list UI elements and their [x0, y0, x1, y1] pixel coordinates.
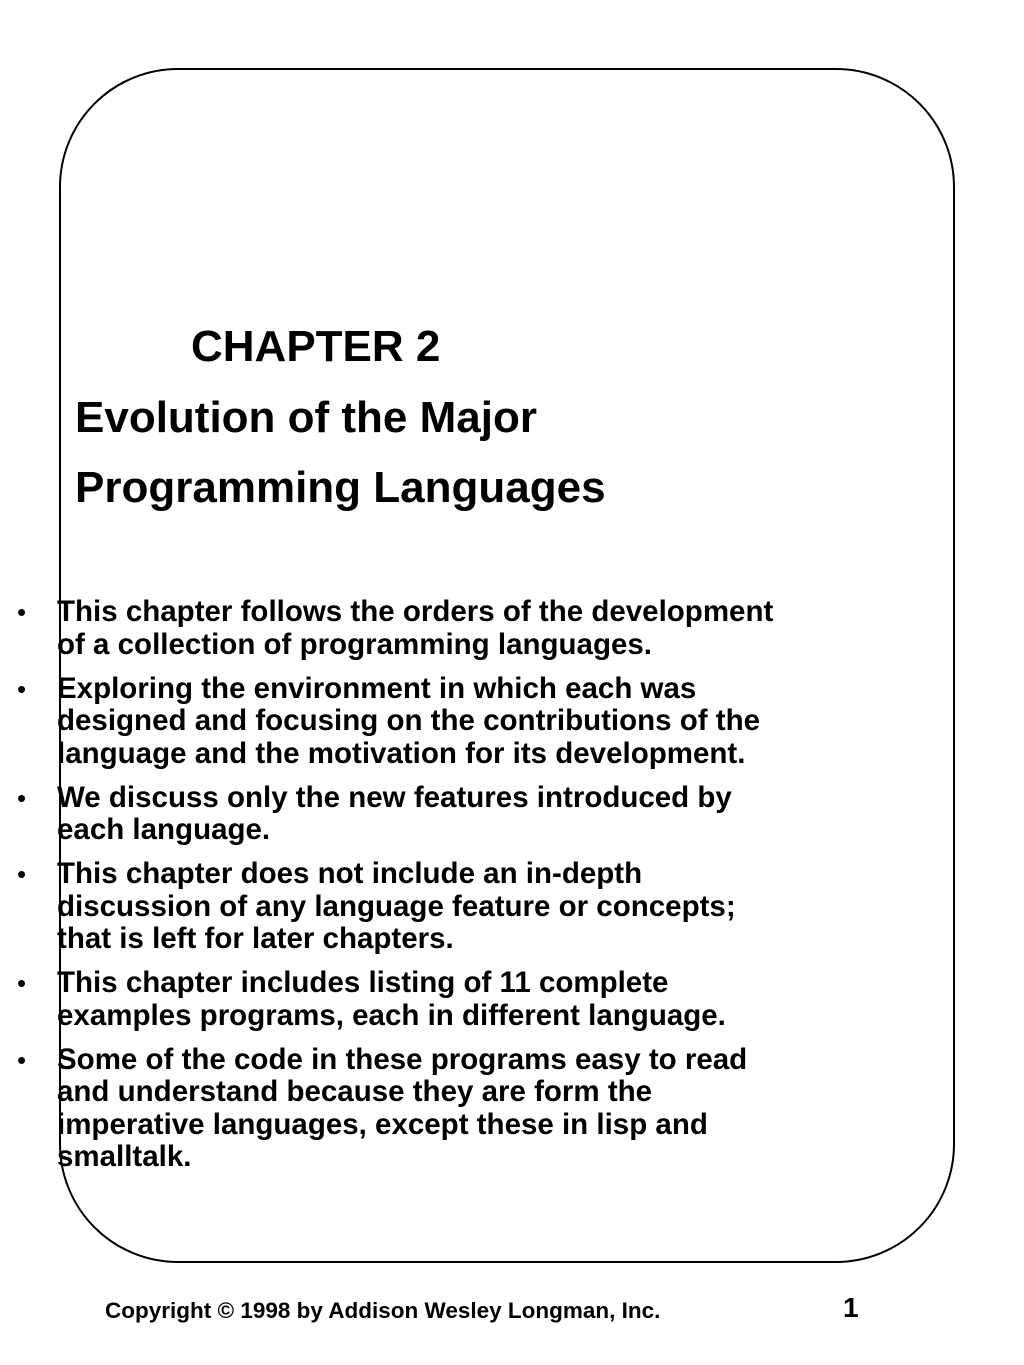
bullet-line: This chapter includes listing of 11 complete [57, 966, 669, 999]
chapter-label: CHAPTER 2 [191, 322, 441, 371]
page-number: 1 [843, 1292, 859, 1323]
bullet-line: imperative languages, except these in lisp and [57, 1107, 708, 1141]
bullet-item [0, 596, 897, 661]
bullet-line: that is left for later chapters. [57, 922, 454, 955]
bullet-dot: • [17, 968, 27, 998]
bullet-list [0, 596, 1024, 1185]
bullet-line: Some of the code in these programs easy to read [57, 1042, 748, 1076]
bullet-dot: • [17, 782, 27, 813]
bullet-dot: • [17, 1044, 27, 1075]
bullet-line: of a collection of programming languages. [57, 627, 652, 661]
bullet-item [0, 967, 897, 1032]
bullet-line: This chapter does not include an in-depth [57, 857, 643, 890]
bullet-line: This chapter follows the orders of the development [57, 595, 774, 628]
bullet-line: and understand because they are form the [57, 1075, 653, 1108]
bullet-line: language and the motivation for its development. [57, 736, 746, 770]
bullet-dot: • [17, 859, 27, 889]
bullet-item [0, 1044, 897, 1174]
bullet-dot: • [17, 597, 27, 627]
bullet-line: examples programs, each in different language. [57, 998, 726, 1032]
bullet-item [0, 782, 897, 847]
footer-copyright: Copyright © 1998 by Addison Wesley Longman, Inc. [105, 1298, 661, 1323]
bullet-line: discussion of any language feature or concepts; [57, 889, 736, 923]
bullet-item [0, 673, 897, 771]
bullet-line: Exploring the environment in which each was [57, 671, 697, 705]
bullet-dot: • [17, 673, 27, 704]
bullet-item [0, 858, 897, 956]
bullet-line: each language. [57, 813, 271, 846]
slide-title-line-1: Evolution of the Major [75, 393, 537, 442]
slide-title-line-2: Programming Languages [75, 463, 606, 512]
bullet-line: smalltalk. [57, 1140, 192, 1173]
bullet-line: We discuss only the new features introduced by [57, 780, 732, 814]
bullet-line: designed and focusing on the contributions of the [57, 704, 761, 737]
